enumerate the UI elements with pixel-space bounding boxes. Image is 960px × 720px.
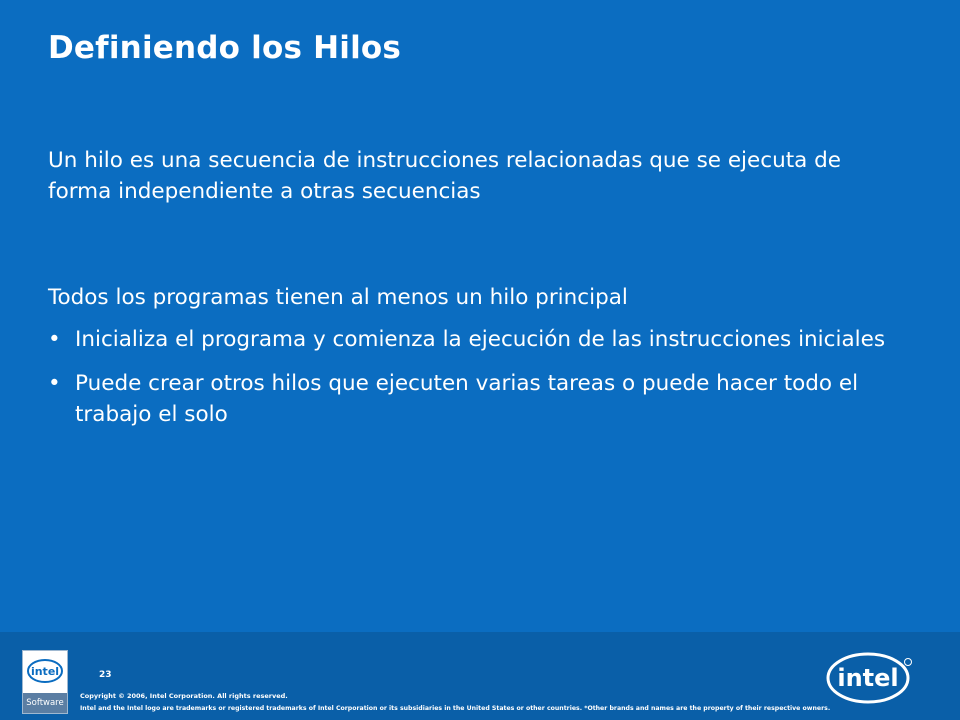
bullet-text: Puede crear otros hilos que ejecuten varias tareas o puede hacer todo el trabajo el solo [75,371,859,427]
paragraph-thread-definition: Un hilo es una secuencia de instrucciones relacionadas que se ejecuta de forma independiente a otras secuencias [48,148,842,204]
bullet-marker: • [48,327,61,352]
intel-logo-icon [826,646,916,706]
bullet-item [48,368,908,430]
bullet-marker: • [48,371,61,396]
bullet-text: Inicializa el programa y comienza la ejecución de las instrucciones iniciales [75,327,886,352]
slide-footer [0,632,960,720]
page-number: 23 [99,670,112,680]
slide-title: Definiendo los Hilos [48,30,402,66]
svg-text:intel: intel [837,664,899,692]
paragraph-main-thread: Todos los programas tienen al menos un hilo principal [48,285,628,310]
bullet-item [48,324,908,355]
bullet-list [48,324,908,443]
software-label: Software [23,693,67,713]
copyright-text: Copyright © 2006, Intel Corporation. All rights reserved. [80,692,288,700]
svg-text:intel: intel [30,665,60,678]
intel-software-badge [22,650,68,714]
trademark-text: Intel and the Intel logo are trademarks or registered trademarks of Intel Corporation or its subsidiaries in the United States or other countries. *Other brands and names are the property of their respective owners. [80,705,831,712]
intel-badge-logo-icon [23,651,67,693]
